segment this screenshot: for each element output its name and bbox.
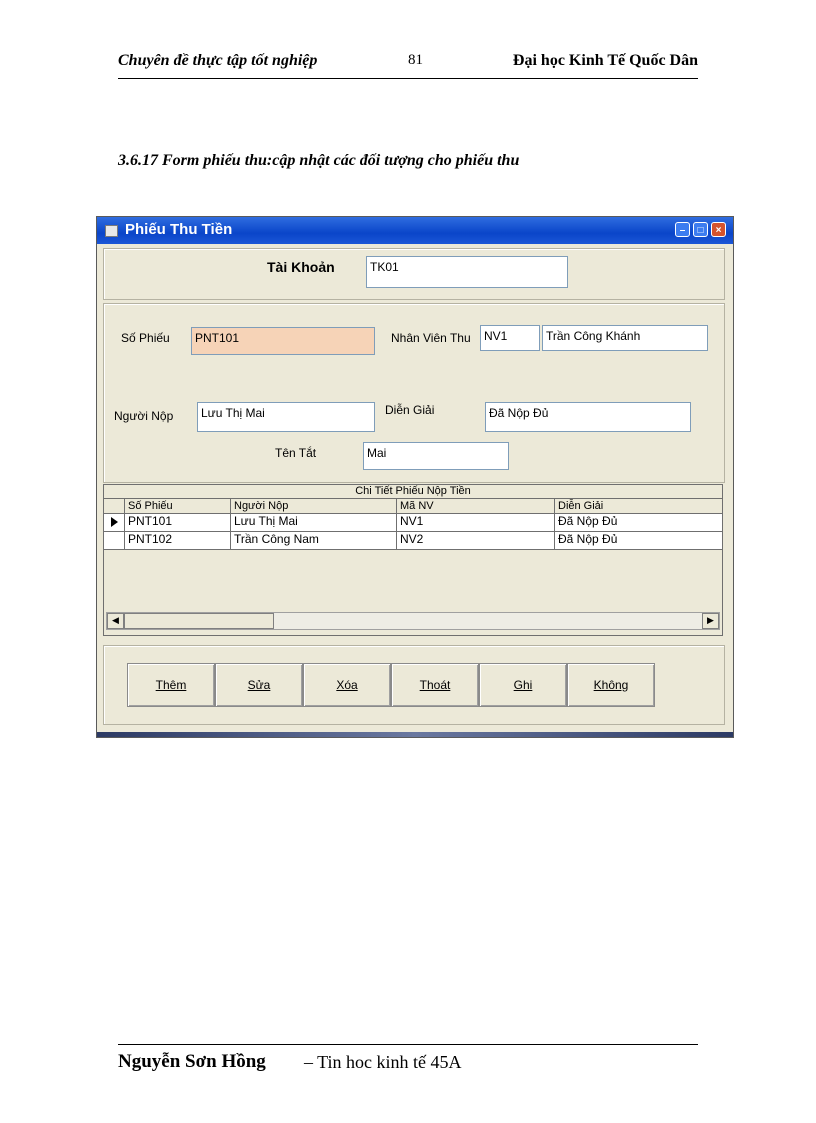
author-name: Nguyễn Sơn Hồng [118, 1051, 266, 1072]
column-header[interactable]: Diễn Giải [554, 499, 722, 513]
table-cell[interactable]: PNT101 [124, 514, 230, 531]
header-left-title: Chuyên đề thực tập tốt nghiệp [118, 52, 318, 69]
so-phieu-label: Số Phiếu [121, 331, 170, 345]
so-phieu-input[interactable]: PNT101 [191, 327, 375, 355]
dien-giai-input[interactable]: Đã Nộp Đủ [485, 402, 691, 432]
nhan-vien-thu-label: Nhân Viên Thu [391, 331, 471, 345]
header-right-title: Đại học Kinh Tế Quốc Dân [512, 52, 698, 69]
table-row[interactable] [104, 532, 722, 550]
xoa-button[interactable]: Xóa [303, 663, 391, 707]
nhan-vien-code-input[interactable]: NV1 [480, 325, 540, 351]
chi-tiet-grid [103, 484, 723, 636]
window-bottom-strip [97, 732, 733, 738]
table-cell[interactable]: Đã Nộp Đủ [554, 532, 722, 549]
table-cell[interactable]: Đã Nộp Đủ [554, 514, 722, 531]
table-cell[interactable]: PNT102 [124, 532, 230, 549]
grid-header-row [104, 499, 722, 514]
column-header[interactable]: Mã NV [396, 499, 554, 513]
window-app-icon [105, 225, 118, 237]
scroll-right-icon[interactable]: ▶ [702, 613, 719, 629]
row-selector-header [104, 499, 124, 513]
them-button[interactable]: Thêm [127, 663, 215, 707]
row-selector[interactable] [104, 514, 124, 531]
section-title: 3.6.17 Form phiếu thu:cập nhật các đối tượng cho phiếu thu [118, 152, 520, 169]
khong-button[interactable]: Không [567, 663, 655, 707]
ten-tat-input[interactable]: Mai [363, 442, 509, 470]
table-cell[interactable]: NV2 [396, 532, 554, 549]
current-row-arrow-icon [111, 517, 118, 527]
thoat-button[interactable]: Thoát [391, 663, 479, 707]
column-header[interactable]: Số Phiếu [124, 499, 230, 513]
page-number: 81 [408, 52, 423, 68]
ten-tat-label: Tên Tắt [275, 446, 317, 460]
nhan-vien-name-input[interactable]: Trần Công Khánh [542, 325, 708, 351]
ghi-button[interactable]: Ghi [479, 663, 567, 707]
phieu-thu-window [96, 216, 734, 738]
row-selector[interactable] [104, 532, 124, 549]
author-class: – Tin hoc kinh tế 45A [304, 1052, 462, 1072]
tai-khoan-input[interactable]: TK01 [366, 256, 568, 288]
table-cell[interactable]: Lưu Thị Mai [230, 514, 396, 531]
nguoi-nop-input[interactable]: Lưu Thị Mai [197, 402, 375, 432]
maximize-button[interactable]: □ [693, 222, 708, 237]
table-cell[interactable]: Trần Công Nam [230, 532, 396, 549]
scroll-left-icon[interactable]: ◀ [107, 613, 124, 629]
page-header [118, 52, 698, 79]
dien-giai-label: Diễn Giải [385, 403, 435, 417]
close-button[interactable]: × [711, 222, 726, 237]
window-titlebar[interactable] [97, 217, 733, 244]
tai-khoan-label: Tài Khoản [267, 259, 335, 275]
window-title: Phiếu Thu Tiền [125, 221, 233, 238]
grid-caption: Chi Tiết Phiếu Nộp Tiền [104, 485, 722, 499]
minimize-button[interactable]: – [675, 222, 690, 237]
horizontal-scrollbar[interactable] [106, 612, 720, 630]
page-footer [118, 1044, 698, 1072]
column-header[interactable]: Người Nộp [230, 499, 396, 513]
table-cell[interactable]: NV1 [396, 514, 554, 531]
nguoi-nop-label: Người Nộp [114, 409, 174, 423]
scroll-thumb[interactable] [124, 613, 274, 629]
sua-button[interactable]: Sửa [215, 663, 303, 707]
table-row[interactable] [104, 514, 722, 532]
